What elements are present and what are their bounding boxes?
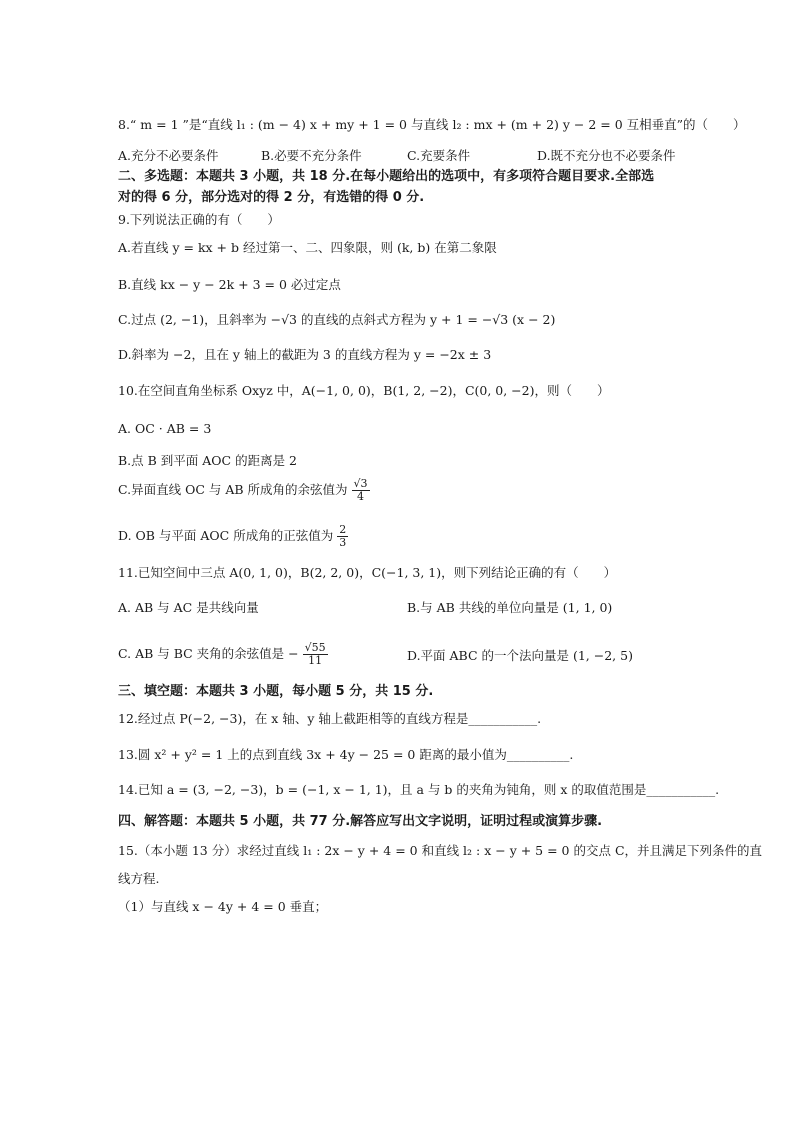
section2-heading-line2: 对的得 6 分，部分选对的得 2 分，有选错的得 0 分. — [118, 190, 425, 205]
section2-heading-line1: 二、多选题：本题共 3 小题，共 18 分.在每小题给出的选项中，有多项符合题目要求.全部选 — [118, 169, 655, 184]
q13-stem: 13.圆 x² + y² = 1 上的点到直线 3x + 4y − 25 = 0 距离的最小值为__________. — [118, 747, 574, 762]
q8-option-b: B.必要不充分条件 — [261, 148, 362, 163]
q10-option-a: A. OC · AB = 3 — [118, 421, 212, 436]
q11-option-c-text: C. AB 与 BC 夹角的余弦值是 − — [118, 646, 299, 661]
q11-option-c-fraction — [303, 642, 328, 667]
q9-option-d: D.斜率为 −2，且在 y 轴上的截距为 3 的直线方程为 y = −2x ± 3 — [118, 347, 492, 362]
q10-option-d — [118, 524, 348, 549]
q9-option-b: B.直线 kx − y − 2k + 3 = 0 必过定点 — [118, 277, 341, 292]
q8-option-c: C.充要条件 — [407, 148, 471, 163]
q10-d-denominator: 3 — [339, 536, 347, 549]
q11-c-denominator: 11 — [308, 654, 323, 667]
q10-option-d-text: D. OB 与平面 AOC 所成角的正弦值为 — [118, 528, 334, 543]
q10-c-denominator: 4 — [357, 490, 364, 503]
q9-option-a: A.若直线 y = kx + b 经过第一、二、四象限，则 (k, b) 在第二象限 — [118, 240, 497, 255]
q12-stem: 12.经过点 P(−2, −3)，在 x 轴、y 轴上截距相等的直线方程是___________. — [118, 711, 542, 726]
q11-option-a: A. AB 与 AC 是共线向量 — [118, 600, 259, 615]
q8-option-a: A.充分不必要条件 — [118, 148, 219, 163]
q10-option-c-fraction — [352, 478, 370, 503]
q10-option-d-fraction — [337, 524, 348, 549]
q10-option-c-text: C.异面直线 OC 与 AB 所成角的余弦值为 — [118, 482, 348, 497]
q10-d-numerator: 2 — [339, 523, 347, 536]
q8-option-d: D.既不充分也不必要条件 — [537, 148, 676, 163]
q9-stem: 9.下列说法正确的有（ ） — [118, 212, 280, 227]
q11-stem: 11.已知空间中三点 A(0, 1, 0)，B(2, 2, 0)，C(−1, 3, 1)，则下列结论正确的有（ ） — [118, 565, 617, 580]
section4-heading: 四、解答题：本题共 5 小题，共 77 分.解答应写出文字说明，证明过程或演算步骤. — [118, 814, 603, 829]
q15-line1: 15.（本小题 13 分）求经过直线 l₁ : 2x − y + 4 = 0 和直线 l₂ : x − y + 5 = 0 的交点 C，并且满足下列条件的直 — [118, 843, 763, 858]
section3-heading: 三、填空题：本题共 3 小题，每小题 5 分，共 15 分. — [118, 684, 434, 699]
q14-stem: 14.已知 a = (3, −2, −3)，b = (−1, x − 1, 1)，且 a 与 b 的夹角为钝角，则 x 的取值范围是___________. — [118, 782, 720, 797]
q10-option-c — [118, 478, 370, 503]
q10-option-b: B.点 B 到平面 AOC 的距离是 2 — [118, 453, 298, 468]
q10-c-numerator: √3 — [353, 477, 368, 490]
q10-stem: 10.在空间直角坐标系 Oxyz 中，A(−1, 0, 0)，B(1, 2, −2)，C(0, 0, −2)，则（ ） — [118, 383, 610, 398]
q11-option-d: D.平面 ABC 的一个法向量是 (1, −2, 5) — [407, 648, 633, 663]
q11-c-numerator: √55 — [304, 641, 326, 654]
q11-option-c — [118, 642, 328, 667]
q11-option-b: B.与 AB 共线的单位向量是 (1, 1, 0) — [407, 600, 613, 615]
q15-line2: 线方程. — [118, 871, 160, 886]
q9-option-c: C.过点 (2, −1)，且斜率为 −√3 的直线的点斜式方程为 y + 1 = −√3 (x − 2) — [118, 312, 556, 327]
q15-part1: （1）与直线 x − 4y + 4 = 0 垂直； — [118, 899, 328, 914]
q8-stem: 8.“ m = 1 ”是“直线 l₁ : (m − 4) x + my + 1 = 0 与直线 l₂ : mx + (m + 2) y − 2 = 0 互相垂直”的（ ） — [118, 117, 746, 132]
